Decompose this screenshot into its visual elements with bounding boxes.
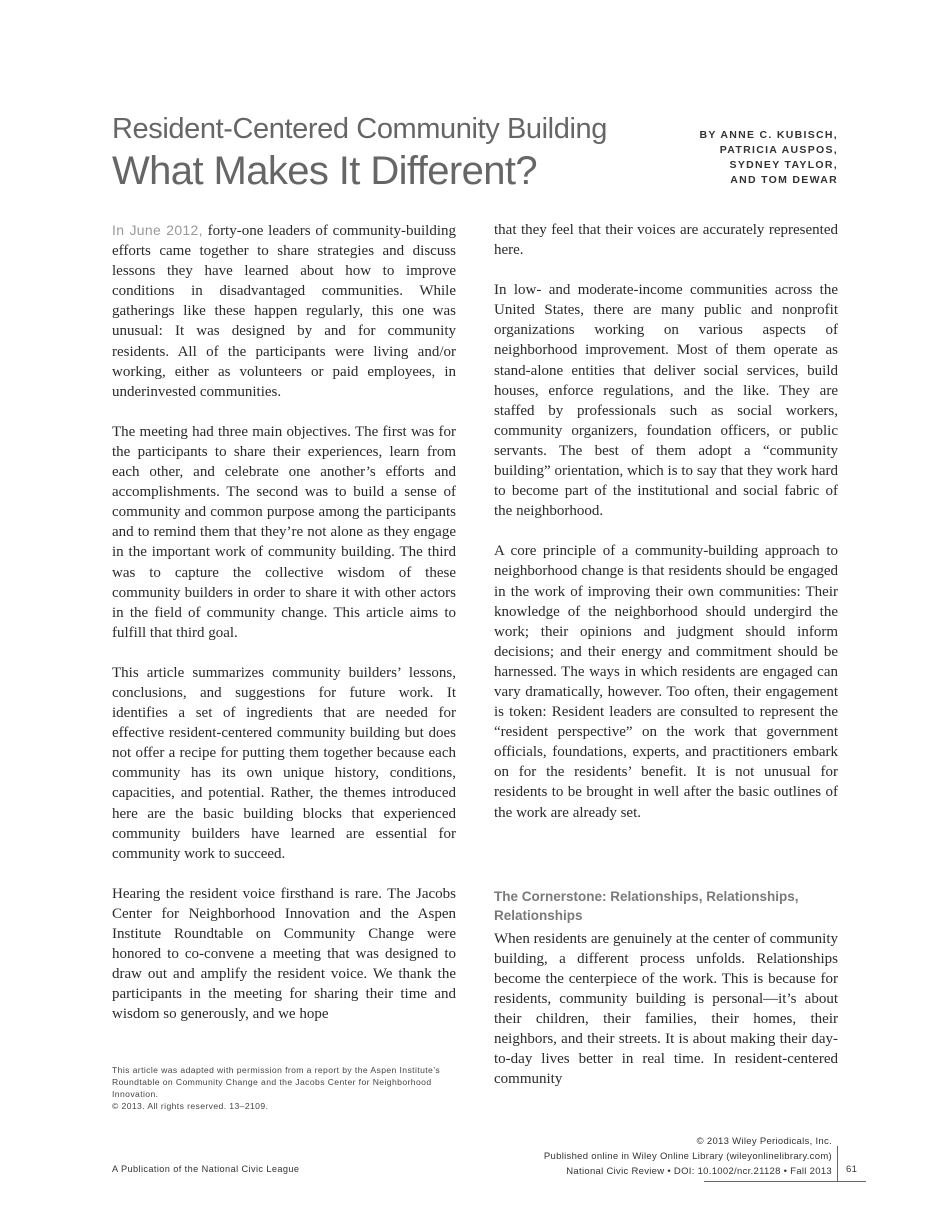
footnote-line: This article was adapted with permission from a report by the Aspen Institute’s Roundtable on Community Change and the Jacobs Center for Neighborhood Innovation.: [112, 1065, 441, 1099]
body-paragraph: A core principle of a community-building approach to neighborhood change is that residents should be engaged in the work of improving their own communities: Their knowledge of the neighborhood should undergird the work; their opinions and judgment should inform decisions; and their energy and commitment should be harnessed. The ways in which residents are engaged can vary dramatically, however. Too often, their engagement is token: Resident leaders are consulted to represent the “resident perspective” on the work that government officials, foundations, experts, and practitioners embark on for the residents’ benefit. It is not unusual for residents to be brought in well after the basic outlines of the work are already set.: [494, 543, 838, 821]
lead-in: In June 2012,: [112, 222, 203, 238]
article-subtitle: What Makes It Different?: [112, 149, 538, 193]
author-line: BY ANNE C. KUBISCH,: [699, 129, 838, 141]
section-heading: The Cornerstone: Relationships, Relationships, Relationships: [494, 888, 799, 923]
copyright-line: © 2013 Wiley Periodicals, Inc.: [696, 1136, 832, 1147]
publication-credit: A Publication of the National Civic League: [112, 1164, 300, 1174]
body-paragraph: This article summarizes community builders’ lessons, conclusions, and suggestions for future work. It identifies a set of ingredients that are needed for effective resident-centered community building but does not offer a recipe for putting them together because each community has its own unique history, conditions, capacities, and potential. Rather, the themes introduced here are the basic building blocks that experienced community builders have learned are essential for community work to succeed.: [112, 664, 456, 862]
paragraph-text: forty-one leaders of community-building efforts came together to share strategies and discuss lessons they have learned about how to improve conditions in disadvantaged communities. While gatherings like these happen regularly, this one was unusual: It was designed by and for community residents. All of the participants were living and/or working, either as volunteers or paid employees, in underinvested communities.: [112, 223, 456, 400]
author-line: PATRICIA AUSPOS,: [719, 144, 838, 156]
author-byline: [700, 128, 838, 188]
author-line: AND TOM DEWAR: [730, 174, 838, 186]
right-column: [494, 220, 838, 1109]
copyright-block: [544, 1134, 832, 1179]
left-column: [112, 220, 456, 1044]
body-paragraph: The meeting had three main objectives. The first was for the participants to share their experiences, learn from each other, and celebrate one another’s efforts and accomplishments. The second was to build a sense of community and common purpose among the participants and to remind them that they’re not alone as they engage in the important work of community building. The third was to capture the collective wisdom of these community builders in order to share it with other actors in the field of community change. This article aims to fulfill that third goal.: [112, 423, 456, 641]
published-online-line: Published online in Wiley Online Library (wileyonlinelibrary.com): [543, 1151, 832, 1162]
footer-divider: [837, 1146, 838, 1182]
article-title-block: [112, 112, 632, 194]
body-paragraph: In low- and moderate-income communities across the United States, there are many public and nonprofit organizations working on various aspects of neighborhood improvement. Most of them operate as stand-alone entities that deliver social services, build houses, enforce regulations, and the like. They are staffed by professionals such as social workers, community organizers, foundation officers, or public servants. The best of them adopt a “community building” orientation, which is to say that they work hard to become part of the institutional and social fabric of the neighborhood.: [494, 282, 838, 520]
footer-rule: [704, 1181, 866, 1182]
body-paragraph: Hearing the resident voice firsthand is rare. The Jacobs Center for Neighborhood Innovation and the Aspen Institute Roundtable on Community Change were honored to co-convene a meeting that was designed to draw out and amplify the resident voice. We thank the participants in the meeting for sharing their time and wisdom so generously, and we hope: [112, 885, 456, 1023]
article-title: Resident-Centered Community Building: [112, 113, 607, 145]
body-paragraph: When residents are genuinely at the center of community building, a different process unfolds. Relationships become the centerpiece of the work. This is because for residents, community building is personal—it’s about their children, their families, their homes, their neighbors, and their streets. It is about making their day-to-day lives better in real time. In resident-centered community: [494, 930, 838, 1088]
citation-line: National Civic Review • DOI: 10.1002/ncr.21128 • Fall 2013: [566, 1166, 832, 1177]
footnote: [112, 1064, 456, 1112]
footnote-line: © 2013. All rights reserved. 13–2109.: [112, 1101, 269, 1111]
body-paragraph: [112, 220, 456, 402]
page-number: 61: [846, 1164, 858, 1175]
body-paragraph: that they feel that their voices are accurately represented here.: [494, 222, 838, 259]
author-line: SYDNEY TAYLOR,: [729, 159, 838, 171]
